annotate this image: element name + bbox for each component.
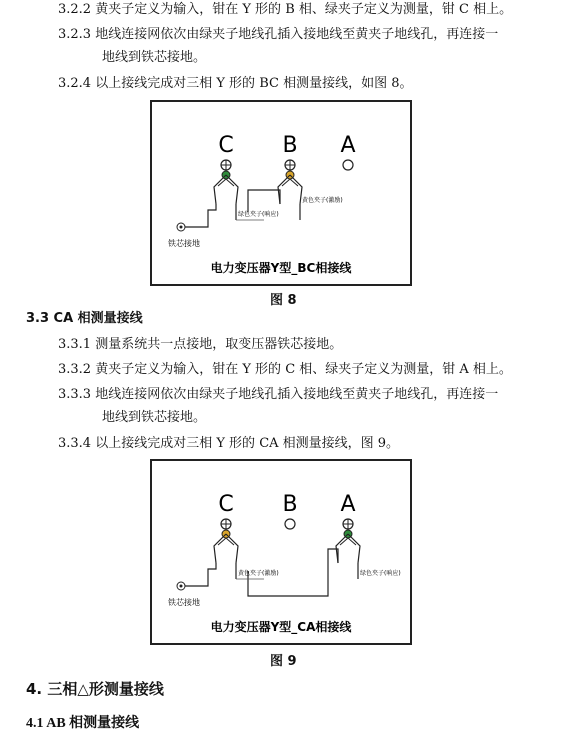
phase-c-label: C bbox=[218, 492, 234, 517]
section-4-1-heading: 4.1 AB 相测量接线 bbox=[26, 716, 140, 731]
para-3-2-3-cont: 地线到铁芯接地。 bbox=[102, 50, 207, 65]
green-clip-icon bbox=[336, 530, 360, 563]
yellow-clip-label: 黄色夹子(激励) bbox=[302, 197, 343, 204]
terminal-b-icon bbox=[285, 519, 295, 529]
phase-b-label: B bbox=[282, 133, 298, 158]
yellow-clip-label: 黄色夹子(激励) bbox=[238, 570, 279, 577]
para-3-3-3: 3.3.3 地线连接网依次由绿夹子地线孔插入接地线至黄夹子地线孔，再连接一 bbox=[58, 387, 499, 402]
para-3-2-3: 3.2.3 地线连接网依次由绿夹子地线孔插入接地线至黄夹子地线孔，再连接一 bbox=[58, 27, 499, 42]
para-3-2-2: 3.2.2 黄夹子定义为输入，钳在 Y 形的 B 相、绿夹子定义为测量，钳 C 相上。 bbox=[58, 2, 513, 17]
figure-9-diagram bbox=[150, 459, 412, 645]
green-clip-icon bbox=[214, 171, 238, 204]
ground-wire bbox=[185, 204, 216, 227]
phase-a-label: A bbox=[340, 133, 356, 158]
figure-8-diagram bbox=[150, 100, 412, 286]
para-3-2-4: 3.2.4 以上接线完成对三相 Y 形的 BC 相测量接线，如图 8。 bbox=[58, 76, 413, 91]
figure-8-svg bbox=[152, 102, 410, 284]
yellow-clip-icon bbox=[278, 171, 302, 204]
ground-icon bbox=[177, 223, 185, 231]
para-3-3-3-cont: 地线到铁芯接地。 bbox=[102, 410, 207, 425]
para-3-3-1: 3.3.1 测量系统共一点接地，取变压器铁芯接地。 bbox=[58, 337, 343, 352]
figure-8-title: 电力变压器Y型_BC相接线 bbox=[210, 261, 352, 275]
figure-9-title: 电力变压器Y型_CA相接线 bbox=[210, 620, 352, 634]
ground-icon bbox=[177, 582, 185, 590]
ground-wire bbox=[185, 563, 216, 586]
para-3-3-4: 3.3.4 以上接线完成对三相 Y 形的 CA 相测量接线，图 9。 bbox=[58, 436, 400, 451]
terminal-c-icon bbox=[221, 160, 231, 170]
phase-b-label: B bbox=[282, 492, 298, 517]
figure-8-caption: 图 8 bbox=[270, 293, 297, 308]
terminal-a-icon bbox=[343, 160, 353, 170]
figure-9-svg bbox=[152, 461, 410, 643]
terminal-b-icon bbox=[285, 160, 295, 170]
ground-label: 铁芯接地 bbox=[168, 239, 200, 248]
phase-a-label: A bbox=[340, 492, 356, 517]
terminal-c-icon bbox=[221, 519, 231, 529]
terminal-a-icon bbox=[343, 519, 353, 529]
figure-9-caption: 图 9 bbox=[270, 654, 297, 669]
section-4-heading: 4. 三相△形测量接线 bbox=[26, 680, 164, 698]
yellow-clip-icon bbox=[214, 530, 238, 563]
green-clip-label: 绿色夹子(响应) bbox=[360, 570, 401, 577]
ground-label: 铁芯接地 bbox=[168, 598, 200, 607]
green-clip-label: 绿色夹子(响应) bbox=[238, 211, 279, 218]
para-3-3-2: 3.3.2 黄夹子定义为输入，钳在 Y 形的 C 相、绿夹子定义为测量，钳 A 相上。 bbox=[58, 362, 512, 377]
phase-c-label: C bbox=[218, 133, 234, 158]
section-3-3-heading: 3.3 CA 相测量接线 bbox=[26, 311, 143, 326]
